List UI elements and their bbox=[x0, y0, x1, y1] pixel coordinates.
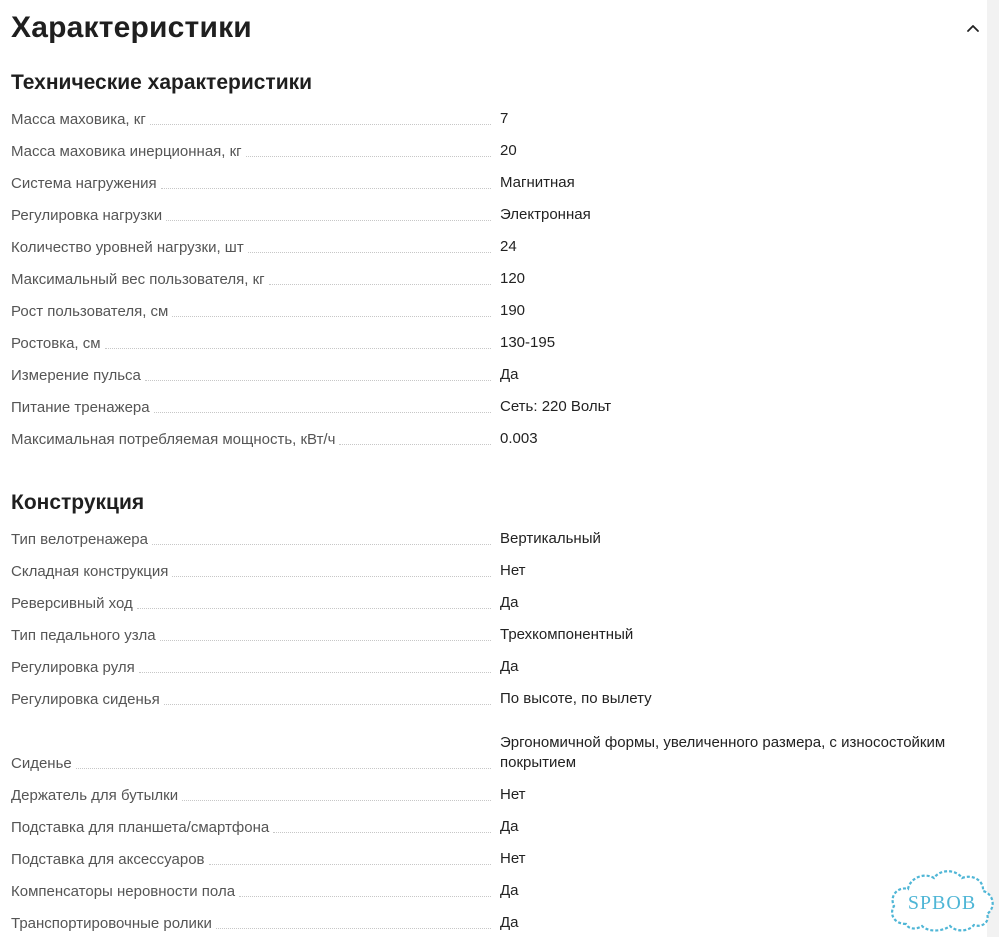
spec-row bbox=[11, 908, 986, 940]
chevron-up-icon bbox=[964, 20, 982, 36]
spec-row bbox=[11, 844, 986, 876]
spec-value: 120 bbox=[500, 270, 526, 287]
spec-value: Нет bbox=[500, 850, 526, 867]
dotted-leader bbox=[139, 671, 491, 673]
spec-value: Вертикальный bbox=[500, 530, 601, 547]
spec-label: Питание тренажера bbox=[11, 399, 150, 416]
dotted-leader bbox=[160, 639, 491, 641]
spec-label: Подставка для аксессуаров bbox=[11, 851, 205, 868]
spec-row bbox=[11, 556, 986, 588]
spec-label: Держатель для бутылки bbox=[11, 787, 179, 804]
spec-value: 0.003 bbox=[500, 430, 538, 447]
characteristics-header bbox=[11, 8, 986, 48]
spec-row bbox=[11, 328, 986, 360]
spec-row bbox=[11, 104, 986, 136]
spec-label: Складная конструкция bbox=[11, 563, 169, 580]
spec-label: Компенсаторы неровности пола bbox=[11, 883, 236, 900]
spec-row bbox=[11, 168, 986, 200]
spec-label: Подставка для планшета/смартфона bbox=[11, 819, 270, 836]
spec-value: Да bbox=[500, 594, 519, 611]
collapse-button[interactable] bbox=[964, 20, 982, 36]
spec-list-technical bbox=[11, 104, 986, 456]
cloud-icon bbox=[886, 866, 998, 936]
spec-label: Транспортировочные ролики bbox=[11, 915, 212, 932]
spec-row bbox=[11, 876, 986, 908]
spec-row bbox=[11, 652, 986, 684]
spec-value: Да bbox=[500, 882, 519, 899]
spec-label: Рост пользователя, см bbox=[11, 303, 169, 320]
watermark-text: SPBOB bbox=[907, 892, 977, 914]
spec-row bbox=[11, 232, 986, 264]
dotted-leader bbox=[154, 411, 491, 413]
spec-label: Сиденье bbox=[11, 755, 72, 772]
dotted-leader bbox=[216, 927, 491, 929]
spec-value: Нет bbox=[500, 786, 526, 803]
spec-value: Трехкомпонентный bbox=[500, 626, 634, 643]
spec-row bbox=[11, 812, 986, 844]
dotted-leader bbox=[145, 379, 491, 381]
dotted-leader bbox=[76, 767, 491, 769]
spec-label: Ростовка, см bbox=[11, 335, 101, 352]
spec-label: Масса маховика, кг bbox=[11, 111, 146, 128]
spec-value: 190 bbox=[500, 302, 526, 319]
spec-row bbox=[11, 524, 986, 556]
page-title: Характеристики bbox=[11, 11, 252, 44]
spec-row bbox=[11, 360, 986, 392]
spec-label: Реверсивный ход bbox=[11, 595, 133, 612]
dotted-leader bbox=[248, 251, 491, 253]
spec-value: Да bbox=[500, 914, 519, 931]
spec-row bbox=[11, 620, 986, 652]
spec-row bbox=[11, 392, 986, 424]
spec-label: Регулировка сиденья bbox=[11, 691, 160, 708]
section-title-construction: Конструкция bbox=[11, 491, 145, 514]
spec-row bbox=[11, 716, 986, 780]
dotted-leader bbox=[273, 831, 491, 833]
spec-value: Магнитная bbox=[500, 174, 575, 191]
spec-label: Регулировка руля bbox=[11, 659, 135, 676]
spec-row bbox=[11, 200, 986, 232]
dotted-leader bbox=[150, 123, 491, 125]
spec-value: Эргономичной формы, увеличенного размера, с износостойким покрытием bbox=[500, 734, 946, 771]
spec-row bbox=[11, 136, 986, 168]
dotted-leader bbox=[269, 283, 491, 285]
spec-row bbox=[11, 296, 986, 328]
spec-row bbox=[11, 264, 986, 296]
dotted-leader bbox=[172, 575, 491, 577]
spec-row bbox=[11, 780, 986, 812]
spec-value: Да bbox=[500, 658, 519, 675]
spec-row bbox=[11, 424, 986, 456]
spec-value: Да bbox=[500, 366, 519, 383]
spec-value: 7 bbox=[500, 110, 509, 127]
spec-label: Максимальный вес пользователя, кг bbox=[11, 271, 265, 288]
spec-value: По высоте, по вылету bbox=[500, 690, 652, 707]
spec-label: Масса маховика инерционная, кг bbox=[11, 143, 242, 160]
spec-value: 20 bbox=[500, 142, 517, 159]
dotted-leader bbox=[152, 543, 491, 545]
spec-label: Регулировка нагрузки bbox=[11, 207, 163, 224]
spec-row bbox=[11, 684, 986, 716]
spec-value: Да bbox=[500, 818, 519, 835]
watermark-logo bbox=[886, 866, 998, 936]
spec-row bbox=[11, 588, 986, 620]
spec-label: Тип велотренажера bbox=[11, 531, 148, 548]
dotted-leader bbox=[166, 219, 491, 221]
spec-value: 130-195 bbox=[500, 334, 556, 351]
spec-value: 24 bbox=[500, 238, 517, 255]
dotted-leader bbox=[339, 443, 491, 445]
dotted-leader bbox=[137, 607, 491, 609]
dotted-leader bbox=[239, 895, 491, 897]
dotted-leader bbox=[172, 315, 491, 317]
dotted-leader bbox=[182, 799, 491, 801]
spec-label: Количество уровней нагрузки, шт bbox=[11, 239, 244, 256]
spec-label: Максимальная потребляемая мощность, кВт/ч bbox=[11, 431, 336, 448]
spec-label: Измерение пульса bbox=[11, 367, 141, 384]
spec-value: Электронная bbox=[500, 206, 591, 223]
spec-label: Система нагружения bbox=[11, 175, 157, 192]
spec-list-construction bbox=[11, 524, 986, 940]
dotted-leader bbox=[246, 155, 491, 157]
spec-value: Нет bbox=[500, 562, 526, 579]
spec-label: Тип педального узла bbox=[11, 627, 156, 644]
dotted-leader bbox=[161, 187, 491, 189]
section-title-technical: Технические характеристики bbox=[11, 71, 313, 94]
dotted-leader bbox=[105, 347, 491, 349]
spec-value: Сеть: 220 Вольт bbox=[500, 398, 612, 415]
dotted-leader bbox=[209, 863, 492, 865]
dotted-leader bbox=[164, 703, 491, 705]
